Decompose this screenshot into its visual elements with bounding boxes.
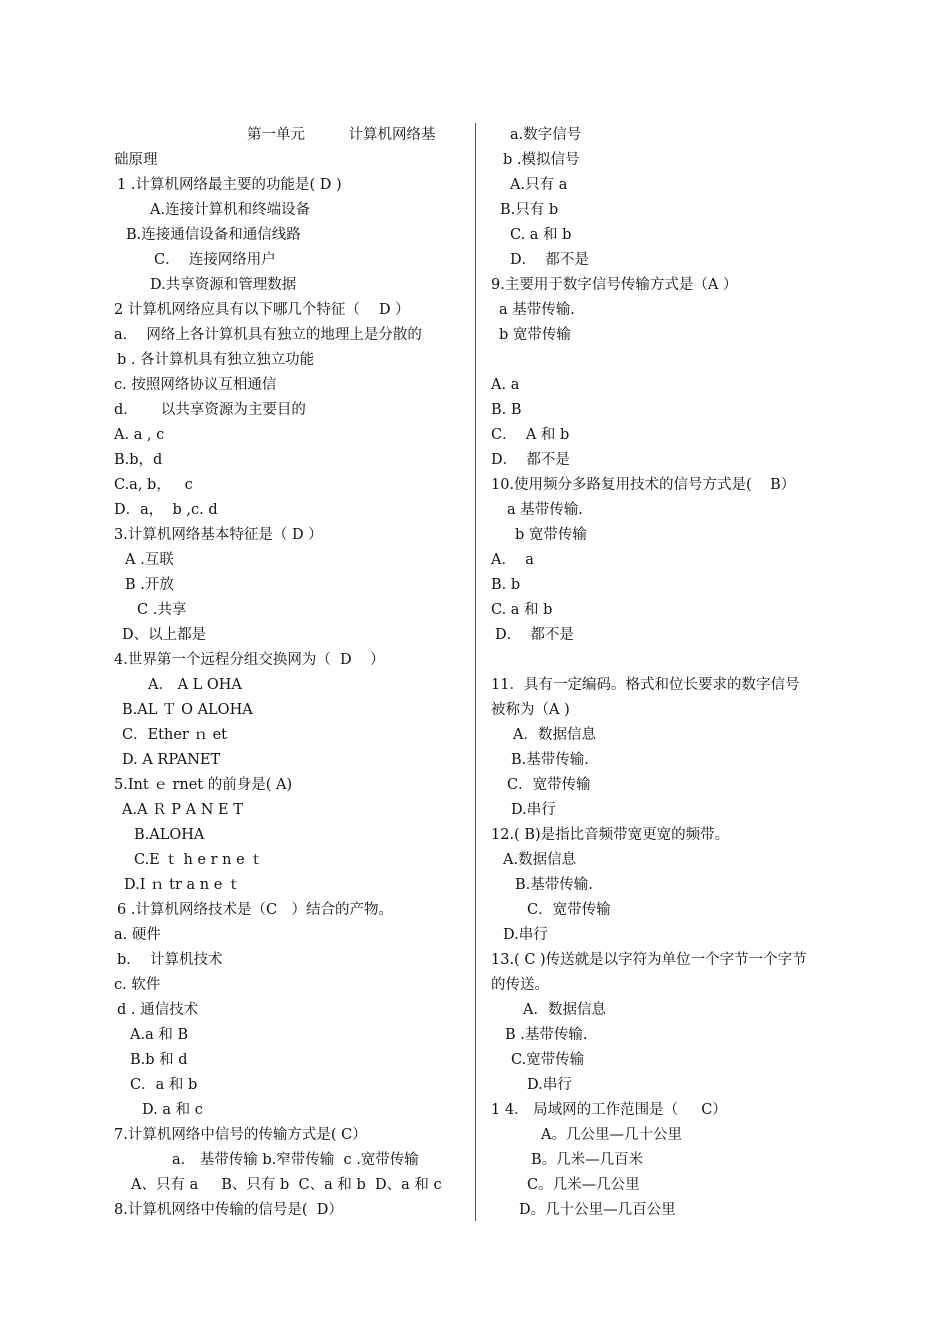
text-line: A、只有 a B、只有 b C、a 和 b D、a 和 c — [131, 1177, 442, 1193]
text-line: b． 计算机技术 — [117, 952, 223, 968]
text-line: A．数据信息 — [513, 727, 596, 743]
text-line: A． A L OHA — [148, 677, 242, 693]
text-line: c. 按照网络协议互相通信 — [114, 377, 277, 393]
text-line: B.AL Ｔ O ALOHA — [122, 702, 253, 718]
text-line: D.串行 — [503, 927, 548, 943]
text-line: a.数字信号 — [510, 127, 582, 143]
text-line: b 宽带传输 — [515, 527, 587, 543]
text-line: D. A RPANET — [122, 752, 221, 768]
text-line: 4.世界第一个远程分组交换网为（ D ） — [114, 652, 385, 668]
text-line: 9.主要用于数字信号传输方式是（A ） — [491, 277, 738, 293]
text-line: a. 硬件 — [114, 927, 161, 943]
text-line: C． 连接网络用户 — [154, 252, 276, 268]
text-line: A．数据信息 — [523, 1002, 606, 1018]
text-line: A． a — [491, 552, 534, 568]
text-line: D. a 和 c — [142, 1102, 203, 1118]
text-line: D． 都不是 — [510, 252, 589, 268]
text-line — [491, 648, 841, 673]
text-line: a． 网络上各计算机具有独立的地理上是分散的 — [114, 327, 422, 343]
text-line: B.基带传输. — [515, 877, 593, 893]
text-line: D。几十公里—几百公里 — [519, 1202, 676, 1218]
text-line: C。几米—几公里 — [527, 1177, 640, 1193]
text-line: C.a, b， c — [114, 477, 193, 493]
text-line: B.b，d — [114, 452, 163, 468]
text-line: D.串行 — [527, 1077, 572, 1093]
text-line: 5.Int ｅ rnet 的前身是( A) — [114, 777, 293, 793]
text-line: A.连接计算机和终端设备 — [150, 202, 311, 218]
text-line: A. a — [491, 377, 520, 393]
column-divider — [475, 123, 476, 1221]
text-line: C．a 和 b — [130, 1077, 198, 1093]
text-line: 第一单元 计算机网络基 — [247, 127, 436, 143]
text-line: 被称为（A ) — [491, 702, 570, 718]
text-line: b . 各计算机具有独立独立功能 — [117, 352, 315, 368]
text-line: C． A 和 b — [491, 427, 570, 443]
text-line: c. 软件 — [114, 977, 161, 993]
text-line: a 基带传输. — [499, 302, 575, 318]
text-line: A.a 和 B — [130, 1027, 189, 1043]
text-line: a 基带传输. — [507, 502, 583, 518]
text-line: C．宽带传输 — [527, 902, 611, 918]
text-line: 3.计算机网络基本特征是（ D ） — [114, 527, 323, 543]
text-line: 12.( B)是指比音频带宽更宽的频带。 — [491, 827, 730, 843]
text-line: D． 都不是 — [491, 452, 570, 468]
text-line — [491, 348, 841, 373]
text-line: d． 以共享资源为主要目的 — [114, 402, 306, 418]
text-line: D．a， b ,c. d — [114, 502, 218, 518]
text-line: C. a 和 b — [491, 602, 553, 618]
text-line: 础原理 — [114, 152, 158, 168]
text-line: 13.( C )传送就是以字符为单位一个字节一个字节 — [491, 952, 807, 968]
text-line: 2 计算机网络应具有以下哪几个特征（ D ） — [114, 302, 410, 318]
text-line: C. a 和 b — [510, 227, 572, 243]
left-column — [114, 123, 464, 1223]
text-line: 10.使用频分多路复用技术的信号方式是( B） — [491, 477, 796, 493]
text-line: A .互联 — [125, 552, 174, 568]
text-line: B. b — [491, 577, 521, 593]
text-line: A.数据信息 — [503, 852, 577, 868]
text-line: C.E ｔ h e r n e ｔ — [134, 852, 264, 868]
text-line: B.只有 b — [500, 202, 559, 218]
text-line: b .模拟信号 — [503, 152, 580, 168]
text-line: b 宽带传输 — [499, 327, 571, 343]
text-line: C．宽带传输 — [507, 777, 591, 793]
text-line: B.b 和 d — [130, 1052, 188, 1068]
text-line: 1 4． 局域网的工作范围是（ C） — [491, 1102, 727, 1118]
text-line: 6 .计算机网络技术是（C ）结合的产物。 — [117, 902, 394, 918]
text-line: C.宽带传输 — [511, 1052, 585, 1068]
text-line: D． 都不是 — [495, 627, 574, 643]
text-line: a． 基带传输 b.窄带传输 c .宽带传输 — [172, 1152, 419, 1168]
text-line: 7.计算机网络中信号的传输方式是( C） — [114, 1127, 367, 1143]
text-line: d . 通信技术 — [117, 1002, 199, 1018]
text-line: A.只有 a — [510, 177, 568, 193]
text-line: D.共享资源和管理数据 — [150, 277, 297, 293]
text-line: D、以上都是 — [122, 627, 207, 643]
text-line: A。几公里—几十公里 — [541, 1127, 682, 1143]
text-line: C．Ether ｎ et — [122, 727, 227, 743]
text-line: B.连接通信设备和通信线路 — [126, 227, 301, 243]
text-line: B.ALOHA — [134, 827, 205, 843]
right-column — [491, 123, 841, 1223]
text-line: A. a , c — [114, 427, 165, 443]
text-line: B. B — [491, 402, 522, 418]
text-line: B .开放 — [125, 577, 174, 593]
text-line: D.串行 — [511, 802, 556, 818]
text-line: 的传送。 — [491, 977, 549, 993]
text-line: B .基带传输. — [505, 1027, 588, 1043]
text-line: 11．具有一定编码。格式和位长要求的数字信号 — [491, 677, 800, 693]
text-line: 1 .计算机网络最主要的功能是( D ) — [117, 177, 342, 193]
text-line: D.I ｎ tr a n e ｔ — [124, 877, 242, 893]
text-line: 8.计算机网络中传输的信号是( D） — [114, 1202, 343, 1218]
text-line: C .共享 — [137, 602, 187, 618]
text-line: B。几米—几百米 — [531, 1152, 644, 1168]
text-line: B.基带传输. — [511, 752, 589, 768]
text-line: A.A Ｒ P A N E T — [122, 802, 243, 818]
